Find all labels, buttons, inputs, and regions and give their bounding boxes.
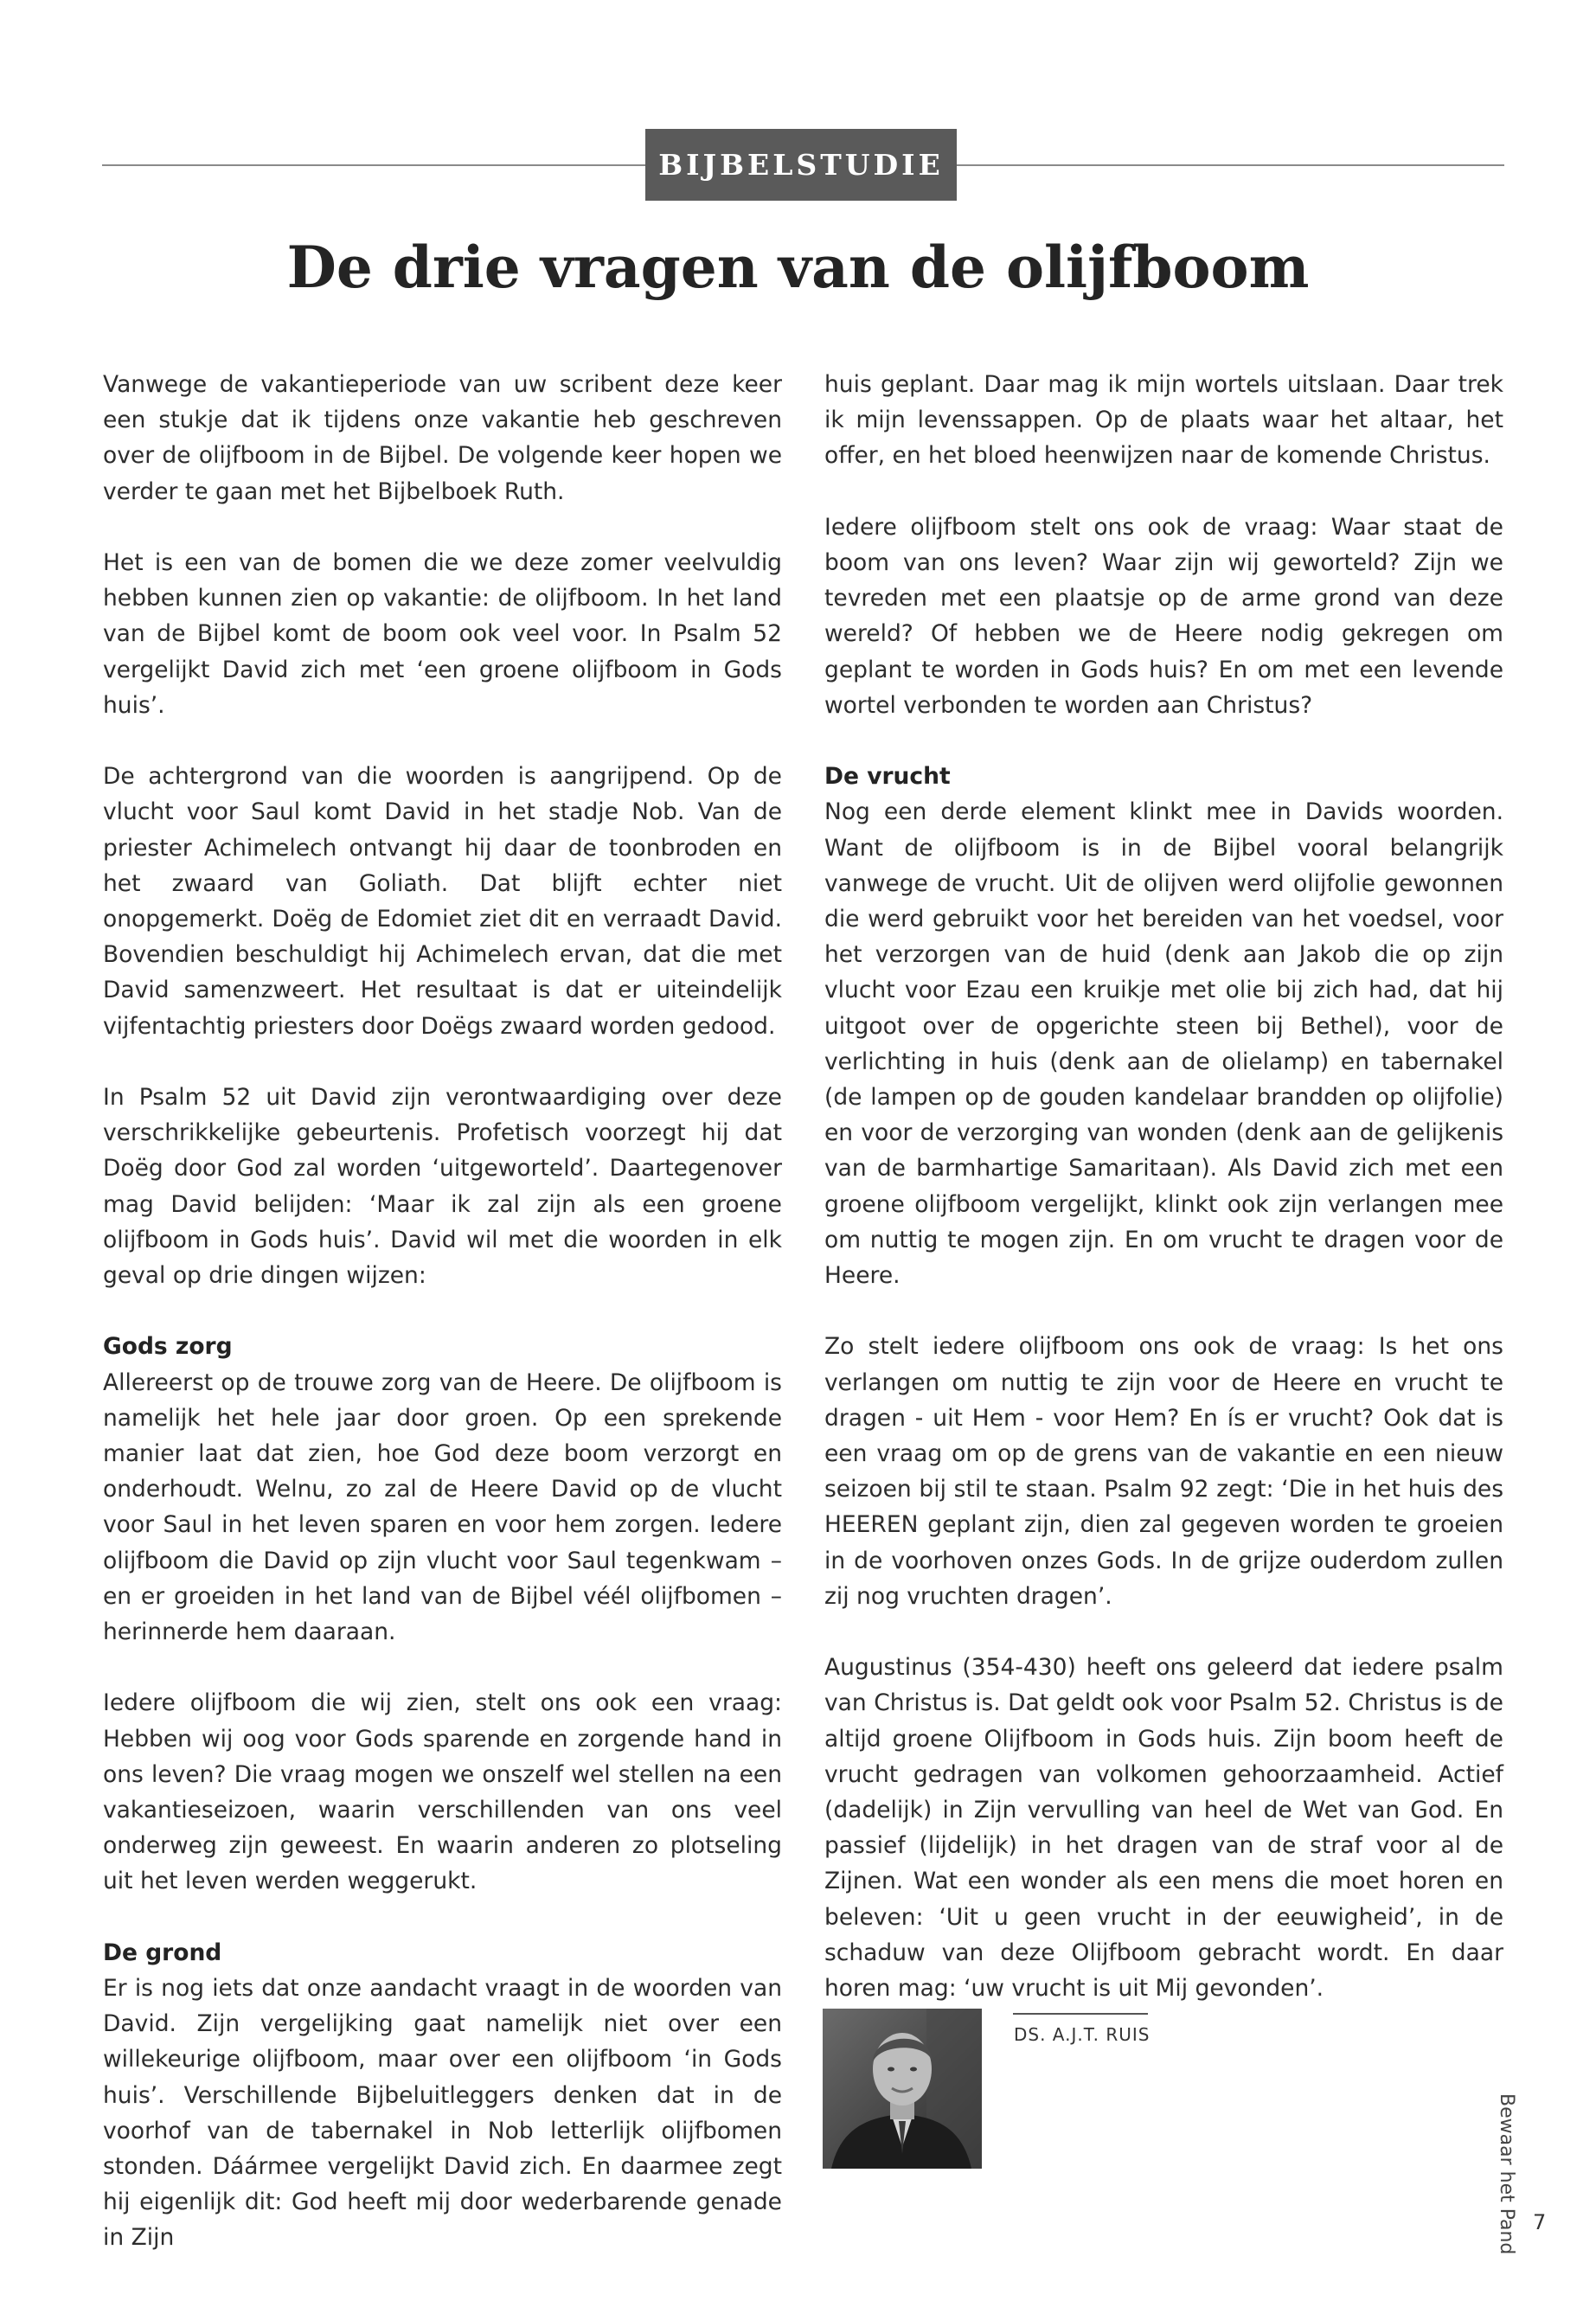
section-label: BIJBELSTUDIE bbox=[645, 129, 957, 201]
paragraph: Het is een van de bomen die we deze zomer veelvuldig hebben kunnen zien op vakantie: de olijfboom. In het land van de Bijbel komt de boom ook veel voor. In Psalm 52 vergelijkt David zich met ‘een groene olijfboom in Gods huis’. bbox=[103, 549, 782, 719]
author-name: DS. A.J.T. RUIS bbox=[1014, 2024, 1151, 2045]
header-rule-left bbox=[102, 164, 645, 166]
header-rule-right bbox=[957, 164, 1504, 166]
paragraph: huis geplant. Daar mag ik mijn wortels uitslaan. Daar trek ik mijn levenssappen. Op de plaats waar het altaar, het offer, en het bloed heenwijzen naar de komende Christus. bbox=[824, 371, 1503, 470]
page-number: 7 bbox=[1533, 2210, 1547, 2234]
paragraph: Vanwege de vakantieperiode van uw scribent deze keer een stukje dat ik tijdens onze vakantie heb geschreven over de olijfboom in de Bijbel. De volgende keer hopen we verder te gaan met het Bijbelboek Ruth. bbox=[103, 371, 782, 505]
paragraph: Zo stelt iedere olijfboom ons ook de vraag: Is het ons verlangen om nuttig te zijn voor de Heere en vrucht te dragen - uit Hem - voor Hem? En ís er vrucht? Ook dat is een vraag om op de grens van de vakantie en een nieuw seizoen bij stil te staan. Psalm 92 zegt: ‘Die in het huis des HEEREN geplant zijn, dien zal gegeven worden te groeien in de voorhoven onzes Gods. In de grijze ouderdom zullen zij nog vruchten dragen’. bbox=[824, 1333, 1503, 1610]
paragraph: In Psalm 52 uit David zijn verontwaardiging over deze verschrikkelijke gebeurtenis. Profetisch voorzegt hij dat Doëg door God zal worden ‘uitgeworteld’. Daartegenover mag David belijden: ‘Maar ik zal zijn als een groene olijfboom in Gods huis’. David wil met die woorden in elk geval op drie dingen wijzen: bbox=[103, 1084, 782, 1290]
paragraph: Iedere olijfboom stelt ons ook de vraag: Waar staat de boom van ons leven? Waar zijn wij geworteld? Zijn we tevreden met een plaatsje op de arme grond van deze wereld? Of hebben we de Heere nodig gekregen om geplant te worden in Gods huis? En om met een levende wortel verbonden te worden aan Christus? bbox=[824, 513, 1503, 719]
subheading-de-vrucht: De vrucht bbox=[824, 763, 951, 791]
author-photo bbox=[823, 2009, 982, 2169]
paragraph: Allereerst op de trouwe zorg van de Heere. De olijfboom is namelijk het hele jaar door groen. Op een sprekende manier laat dat zien, hoe God deze boom verzorgt en onderhoudt. Welnu, zo zal de Heere David op de vlucht voor Saul in het leven sparen en voor hem zorgen. Iedere olijfboom die David op zijn vlucht voor Saul tegenkwam – en er groeiden in het land van de Bijbel véél olijfbomen – herinnerde hem daaraan. bbox=[103, 1368, 782, 1646]
right-column bbox=[824, 367, 1503, 2006]
paragraph: Iedere olijfboom die wij zien, stelt ons ook een vraag: Hebben wij oog voor Gods sparende en zorgende hand in ons leven? Die vraag mogen we onszelf wel stellen na een vakantieseizoen, waarin verschillenden van ons veel onderweg zijn geweest. En waarin anderen zo plotseling uit het leven werden weggerukt. bbox=[103, 1689, 782, 1895]
left-column bbox=[103, 367, 782, 2256]
subheading-de-grond: De grond bbox=[103, 1939, 222, 1966]
paragraph: Augustinus (354-430) heeft ons geleerd dat iedere psalm van Christus is. Dat geldt ook voor Psalm 52. Christus is de altijd groene Olijfboom in Gods huis. Zijn boom heeft de vrucht gedragen van volkomen gehoorzaamheid. Actief (dadelijk) in Zijn vervulling van heel de Wet van God. En passief (lijdelijk) in het dragen van de straf voor al de Zijnen. Wat een wonder als een mens die moet horen en beleven: ‘Uit u geen vrucht in der eeuwigheid’, in de schaduw van deze Olijfboom gebracht wordt. En daar horen mag: ‘uw vrucht is uit Mij gevonden’. bbox=[824, 1654, 1503, 2003]
author-portrait-icon bbox=[823, 2009, 982, 2169]
side-text: Bewaar het Pand bbox=[1496, 2093, 1517, 2255]
author-rule bbox=[1013, 2013, 1148, 2015]
article-title: De drie vragen van de olijfboom bbox=[286, 234, 1310, 301]
paragraph: Nog een derde element klinkt mee in Davids woorden. Want de olijfboom is in de Bijbel vooral belangrijk vanwege de vrucht. Uit de olijven werd olijfolie gewonnen die werd gebruikt voor het bereiden van het voedsel, voor het verzorgen van de huid (denk aan Jakob die op zijn vlucht voor Ezau een kruikje met olie bij zich had, dat hij uitgoot over de opgerichte steen bij Bethel), voor de verlichting in huis (denk aan de olielamp) en tabernakel (de lampen op de gouden kandelaar brandden op olijfolie) en voor de verzorging van wonden (denk aan de gelijkenis van de barmhartige Samaritaan). Als David zich met een groene olijfboom vergelijkt, klinkt ook zijn verlangen mee om nuttig te mogen zijn. En om vrucht te dragen voor de Heere. bbox=[824, 798, 1503, 1290]
subheading-gods-zorg: Gods zorg bbox=[103, 1333, 233, 1361]
paragraph: De achtergrond van die woorden is aangrijpend. Op de vlucht voor Saul komt David in het stadje Nob. Van de priester Achimelech ontvangt hij daar de toonbroden en het zwaard van Goliath. Dat blijft echter niet onopgemerkt. Doëg de Edomiet ziet dit en verraadt David. Bovendien beschuldigt hij Achimelech ervan, dat die met David samenzweert. Het resultaat is dat er uiteindelijk vijfentachtig priesters door Doëgs zwaard worden gedood. bbox=[103, 763, 782, 1040]
paragraph: Er is nog iets dat onze aandacht vraagt in de woorden van David. Zijn vergelijking gaat namelijk niet over een willekeurige olijfboom, maar over een olijfboom ‘in Gods huis’. Verschillende Bijbeluitleggers denken dat in de voorhof van de tabernakel in Nob letterlijk olijfbomen stonden. Dáármee vergelijkt David zich. En daarmee zegt hij eigenlijk dit: God heeft mij door wederbarende genade in Zijn bbox=[103, 1975, 782, 2252]
